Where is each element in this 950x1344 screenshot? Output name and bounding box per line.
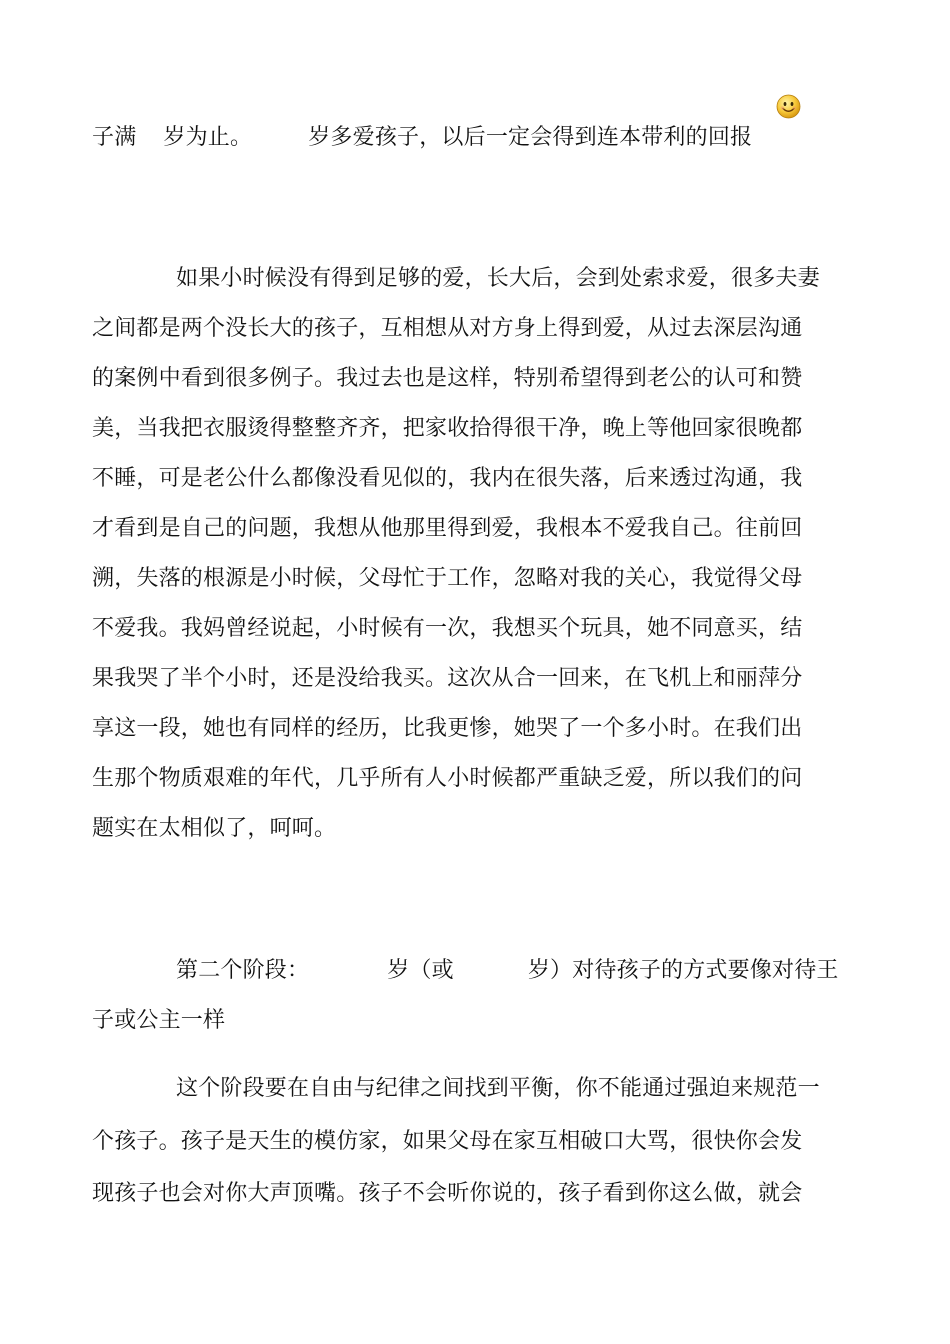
paragraph-1-line: 之间都是两个没长大的孩子，互相想从对方身上得到爱，从过去深层沟通	[92, 316, 803, 341]
paragraph-1-line: 才看到是自己的问题，我想从他那里得到爱，我根本不爱我自己。往前回	[92, 516, 803, 541]
paragraph-1-line: 不睡，可是老公什么都像没看见似的，我内在很失落，后来透过沟通，我	[92, 466, 803, 491]
section-heading-line-2: 子或公主一样	[92, 1008, 226, 1033]
paragraph-1-line: 果我哭了半个小时，还是没给我买。这次从合一回来，在飞机上和丽萍分	[92, 666, 803, 691]
paragraph-1-line: 如果小时候没有得到足够的爱，长大后，会到处索求爱，很多夫妻	[176, 266, 820, 291]
section-heading	[176, 956, 839, 986]
paragraph-1-line: 不爱我。我妈曾经说起，小时候有一次，我想买个玩具，她不同意买，结	[92, 616, 803, 641]
paragraph-1-line: 溯，失落的根源是小时候，父母忙于工作，忽略对我的关心，我觉得父母	[92, 566, 803, 591]
paragraph-1-line: 题实在太相似了，呵呵。	[92, 816, 337, 841]
top-fragment-part-c: 岁多爱孩子，以后一定会得到连本带利的回报	[308, 125, 753, 150]
section-heading-part-a: 第二个阶段：	[176, 958, 310, 983]
paragraph-1-line: 享这一段，她也有同样的经历，比我更惨，她哭了一个多小时。在我们出	[92, 716, 803, 741]
top-fragment-part-b: 岁为止。	[163, 125, 253, 150]
smiley-face-icon	[776, 94, 801, 119]
paragraph-1-line: 的案例中看到很多例子。我过去也是这样，特别希望得到老公的认可和赞	[92, 366, 803, 391]
top-fragment-part-a: 子满	[92, 125, 137, 150]
section-heading-part-c: 岁）对待孩子的方式要像对待王	[527, 958, 839, 983]
paragraph-1-line: 生那个物质艰难的年代，几乎所有人小时候都严重缺乏爱，所以我们的问	[92, 766, 803, 791]
paragraph-2-line: 个孩子。孩子是天生的模仿家，如果父母在家互相破口大骂，很快你会发	[92, 1129, 803, 1154]
paragraph-2-line: 这个阶段要在自由与纪律之间找到平衡，你不能通过强迫来规范一	[176, 1076, 820, 1101]
paragraph-2-line: 现孩子也会对你大声顶嘴。孩子不会听你说的，孩子看到你这么做，就会	[92, 1181, 803, 1206]
section-heading-part-b: 岁（或	[387, 958, 454, 983]
top-fragment-line	[92, 123, 752, 153]
paragraph-1-line: 美，当我把衣服烫得整整齐齐，把家收拾得很干净，晚上等他回家很晚都	[92, 416, 803, 441]
